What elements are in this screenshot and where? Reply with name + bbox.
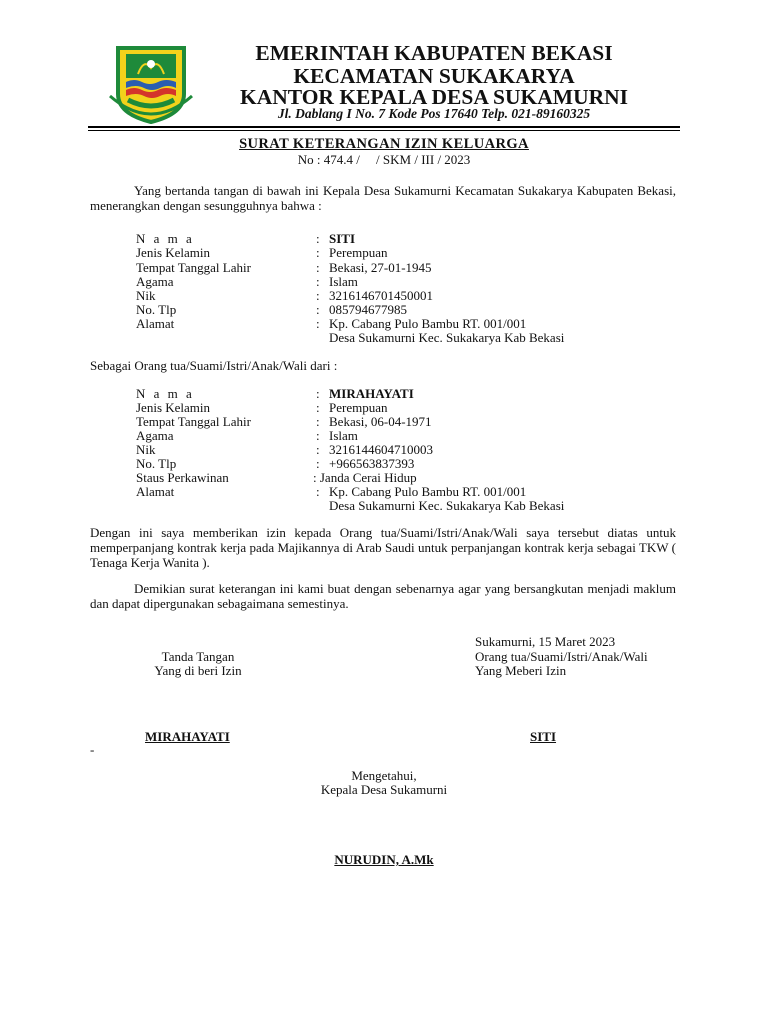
header-rule-thin	[88, 130, 680, 131]
p2-nik: 3216144604710003	[329, 442, 433, 457]
header-line-3: KANTOR KEPALA DESA SUKAMURNI	[239, 85, 629, 109]
p2-tlp: +966563837393	[329, 456, 415, 471]
closing-paragraph: Demikian surat keterangan ini kami buat dengan sebenarnya agar yang bersangkutan menjadi maklum dan dapat dipergunakan sebagaimana semestinya.	[90, 581, 676, 611]
p2-alamat-2: Desa Sukamurni Kec. Sukakarya Kab Bekasi	[329, 498, 565, 513]
p2-colon: :	[316, 442, 320, 457]
p1-nama-label: N a m a	[136, 231, 195, 246]
left-signer-name: MIRAHAYATI	[145, 729, 230, 744]
right-sign-line-2: Yang Meberi Izin	[475, 663, 567, 678]
p1-alamat-1: Kp. Cabang Pulo Bambu RT. 001/001	[329, 316, 527, 331]
intro-paragraph: Yang bertanda tangan di bawah ini Kepala Desa Sukamurni Kecamatan Sukakarya Kabupaten Bekasi, menerangkan dengan sesungguhnya bahwa :	[90, 183, 676, 213]
p2-colon: :	[316, 414, 320, 429]
p1-nik-label: Nik	[136, 288, 156, 303]
p2-colon: :	[316, 428, 320, 443]
p1-alamat-2: Desa Sukamurni Kec. Sukakarya Kab Bekasi	[329, 330, 565, 345]
p2-tlp-label: No. Tlp	[136, 456, 177, 471]
p1-colon: :	[316, 316, 320, 331]
p2-nama-label: N a m a	[136, 386, 195, 401]
p1-ttl-label: Tempat Tanggal Lahir	[136, 260, 251, 275]
p1-tlp-label: No. Tlp	[136, 302, 177, 317]
p2-jk: Perempuan	[329, 400, 388, 415]
p2-colon: :	[316, 456, 320, 471]
p1-colon: :	[316, 260, 320, 275]
p1-colon: :	[316, 302, 320, 317]
left-sign-line-2: Yang di beri Izin	[154, 663, 242, 678]
p2-alamat-label: Alamat	[136, 484, 175, 499]
header-rule-thick	[88, 126, 680, 128]
p1-jk-label: Jenis Kelamin	[136, 245, 211, 260]
left-sign-line-1: Tanda Tangan	[161, 649, 235, 664]
p2-colon: :	[316, 484, 320, 499]
p1-ttl: Bekasi, 27-01-1945	[329, 260, 432, 275]
permission-paragraph: Dengan ini saya memberikan izin kepada Orang tua/Suami/Istri/Anak/Wali saya tersebut diatas untuk memperpanjang kontrak kerja pada Majikannya di Arab Saudi untuk perpanjangan kontrak kerja sebagai TKW ( Tenaga Kerja Wanita ).	[90, 525, 676, 570]
village-head-name: NURUDIN, A.Mk	[334, 852, 434, 867]
p1-colon: :	[316, 231, 320, 246]
p2-agama: Islam	[329, 428, 358, 443]
p1-colon: :	[316, 288, 320, 303]
p1-agama: Islam	[329, 274, 358, 289]
p2-colon: :	[316, 400, 320, 415]
regency-logo	[104, 44, 198, 124]
relation-line: Sebagai Orang tua/Suami/Istri/Anak/Wali dari :	[90, 358, 338, 373]
p2-agama-label: Agama	[136, 428, 174, 443]
header-line-1: EMERINTAH KABUPATEN BEKASI	[255, 41, 613, 65]
p2-nama: MIRAHAYATI	[329, 386, 414, 401]
p1-jk: Perempuan	[329, 245, 388, 260]
p2-status-label: Staus Perkawinan	[136, 470, 229, 485]
p1-colon: :	[316, 274, 320, 289]
document-number: No : 474.4 / / SKM / III / 2023	[297, 152, 471, 167]
p1-tlp: 085794677985	[329, 302, 407, 317]
p1-colon: :	[316, 245, 320, 260]
p2-ttl: Bekasi, 06-04-1971	[329, 414, 432, 429]
p1-alamat-label: Alamat	[136, 316, 175, 331]
p1-nik: 3216146701450001	[329, 288, 433, 303]
p1-nama: SITI	[329, 231, 356, 246]
right-sign-line-1: Orang tua/Suami/Istri/Anak/Wali	[475, 649, 648, 664]
p2-alamat-1: Kp. Cabang Pulo Bambu RT. 001/001	[329, 484, 527, 499]
right-signer-name: SITI	[530, 729, 557, 744]
p2-ttl-label: Tempat Tanggal Lahir	[136, 414, 251, 429]
p2-colon: :	[316, 386, 320, 401]
header-line-2: KECAMATAN SUKAKARYA	[293, 64, 575, 88]
p1-agama-label: Agama	[136, 274, 174, 289]
p2-nik-label: Nik	[136, 442, 156, 457]
dash-mark: -	[90, 742, 95, 757]
kades-name-wrap	[0, 851, 768, 869]
place-date: Sukamurni, 15 Maret 2023	[475, 634, 616, 649]
p2-status: : Janda Cerai Hidup	[313, 470, 417, 485]
document-title: SURAT KETERANGAN IZIN KELUARGA	[239, 136, 529, 152]
acknowledge-line-2: Kepala Desa Sukamurni	[320, 782, 448, 797]
acknowledge-line-1: Mengetahui,	[351, 768, 417, 783]
header-address: Jl. Dablang I No. 7 Kode Pos 17640 Telp. 021-89160325	[277, 106, 591, 121]
p2-jk-label: Jenis Kelamin	[136, 400, 211, 415]
